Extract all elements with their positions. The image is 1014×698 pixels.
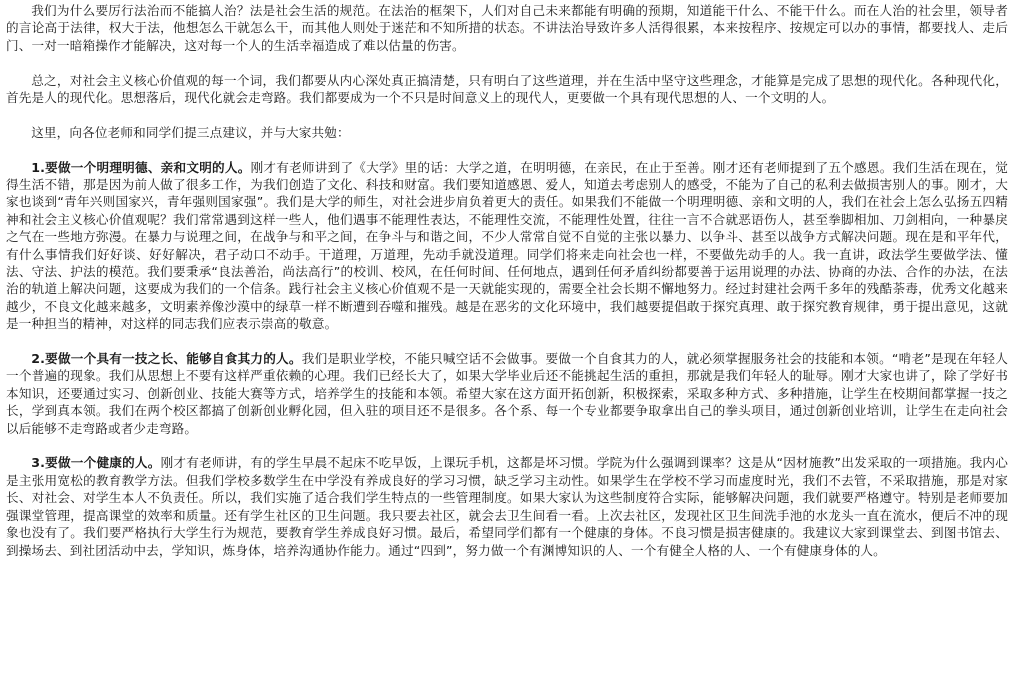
paragraph-text: 刚才有老师讲，有的学生早晨不起床不吃早饭，上课玩手机，这都是坏习惯。学院为什么强调到课率？这是从“因材施教”出发采取的一项措施。我内心是主张用宽松的教育教学方法。但我们学校多数学生在中学没有养成良好的学习习惯，缺乏学习主动性。如果学生在学校不学习而虚度时光，我们不去管，不采取措施，那是对家长、对社会、对学生本人不负责任。所以，我们实施了适合我们学生特点的一些管理制度。如果大家认为这些制度符合实际，能够解决问题，我们就要严格遵守。特别是老师要加强课堂管理，提高课堂的效率和质量。还有学生社区的卫生问题。我只要去社区，就会去卫生间看一看。上次去社区，发现社区卫生间洗手池的水龙头一直在流水，便后不冲的现象也没有了。我们要严格执行大学生行为规范，要教育学生养成良好习惯。最后，希望同学们都有一个健康的身体。不良习惯是损害健康的。我建议大家到课堂去、到图书馆去、到操场去、到社团活动中去，学知识，炼身体，培养沟通协作能力。通过“四到”，努力做一个有渊博知识的人、一个有健全人格的人、一个有健康身体的人。	[6, 455, 1008, 558]
paragraph-text: 这里，向各位老师和同学们提三点建议，并与大家共勉：	[31, 124, 350, 140]
paragraph-suggestion-1	[6, 159, 1008, 333]
paragraph-text: 我们是职业学校，不能只喊空话不会做事。要做一个自食其力的人，就必须掌握服务社会的技能和本领。“啃老”是现在年轻人一个普遍的现象。我们从思想上不要有这样严重依赖的心理。我们已经长大了，如果大学毕业后还不能挑起生活的重担，那就是我们年轻人的耻辱。刚才大家也讲了，除了学好书本知识，还要通过实习、创新创业、技能大赛等方式，培养学生的技能和本领。希望大家在这方面开拓创新，积极探索，采取多种方式、多种措施，让学生在校期间都掌握一技之长，学到真本领。我们在两个校区都搞了创新创业孵化园，但入驻的项目还不是很多。各个系、每一个专业都要争取拿出自己的拳头项目，通过创新创业培训，让学生在走向社会以后能够不走弯路或者少走弯路。	[6, 351, 1008, 436]
paragraph-gap	[6, 54, 1008, 71]
suggestion-2-heading: 2.要做一个具有一技之长、能够自食其力的人。	[31, 351, 302, 367]
paragraph-summary	[6, 72, 1008, 107]
paragraph-gap	[6, 333, 1008, 350]
paragraph-text: 刚才有老师讲到了《大学》里的话：大学之道，在明明德，在亲民，在止于至善。刚才还有老师提到了五个感恩。我们生活在现在，觉得生活不错，那是因为前人做了很多工作，为我们创造了文化、科技和财富。我们要知道感恩、爱人，知道去考虑别人的感受，不能为了自己的私利去做损害别人的事。刚才，大家也谈到“青年兴则国家兴，青年强则国家强”。我们是大学的师生，对社会进步肩负着更大的责任。如果我们不能做一个明理明德、亲和文明的人，我们在社会上怎么弘扬五四精神和社会主义核心价值观呢？我们常常遇到这样一些人，他们遇事不能理性表达，不能理性交流，不能理性处置，往往一言不合就恶语伤人，甚至拳脚相加、刀剑相向，一种暴戾之气在一些地方弥漫。在暴力与说理之间，在战争与和平之间，在争斗与和谐之间，不少人常常自觉不自觉的主张以暴力、以争斗、甚至以战争方式解决问题。现在是和平年代，有什么事情我们好好谈、好好解决，君子动口不动手。干道理，万道理，先动手就没道理。同学们将来走向社会也一样，不要做先动手的人。我一直讲，政法学生要做学法、懂法、守法、护法的模范。我们要秉承“良法善治，尚法高行”的校训、校风，在任何时间、任何地点，遇到任何矛盾纠纷都要善于运用说理的办法、协商的办法、合作的办法，在法治的轨道上解决问题，这要成为我们的一个信条。践行社会主义核心价值观不是一天就能实现的，需要全社会长期不懈地努力。经过封建社会两千多年的残酷荼毒，优秀文化越来越少，不良文化越来越多，文明素养像沙漠中的绿草一样不断遭到吞噬和摧残。越是在恶劣的文化环境中，我们越要提倡敢于探究真理、敢于探究教育规律，勇于提出意见，这就是一种担当的精神，对这样的同志我们应表示崇高的敬意。	[6, 159, 1008, 332]
paragraph-suggestion-3	[6, 454, 1008, 558]
paragraph-gap	[6, 106, 1008, 123]
paragraph-text: 我们为什么要厉行法治而不能搞人治？法是社会生活的规范。在法治的框架下，人们对自己未来都能有明确的预期，知道能干什么、不能干什么。而在人治的社会里，领导者的言论高于法律，权大于法，他想怎么干就怎么干，而其他人则处于迷茫和不知所措的状态。不讲法治导致许多人活得很累，本来按程序、按规定可以办的事情，都要找人、走后门、一对一暗箱操作才能解决，这对每一个人的生活幸福造成了难以估量的伤害。	[6, 3, 1008, 53]
paragraph-suggestion-2	[6, 350, 1008, 437]
paragraph-gap	[6, 141, 1008, 158]
suggestion-3-heading: 3.要做一个健康的人。	[31, 455, 161, 471]
paragraph-text: 总之，对社会主义核心价值观的每一个词，我们都要从内心深处真正搞清楚，只有明白了这些道理，并在生活中坚守这些理念，才能算是完成了思想的现代化。各种现代化，首先是人的现代化。思想落后，现代化就会走弯路。我们都要成为一个不只是时间意义上的现代人，更要做一个具有现代思想的人、一个文明的人。	[6, 72, 1008, 106]
paragraph-intro-suggestions	[6, 124, 1008, 141]
suggestion-1-heading: 1.要做一个明理明德、亲和文明的人。	[31, 159, 251, 175]
paragraph-gap	[6, 437, 1008, 454]
paragraph-rule-of-law	[6, 2, 1008, 54]
